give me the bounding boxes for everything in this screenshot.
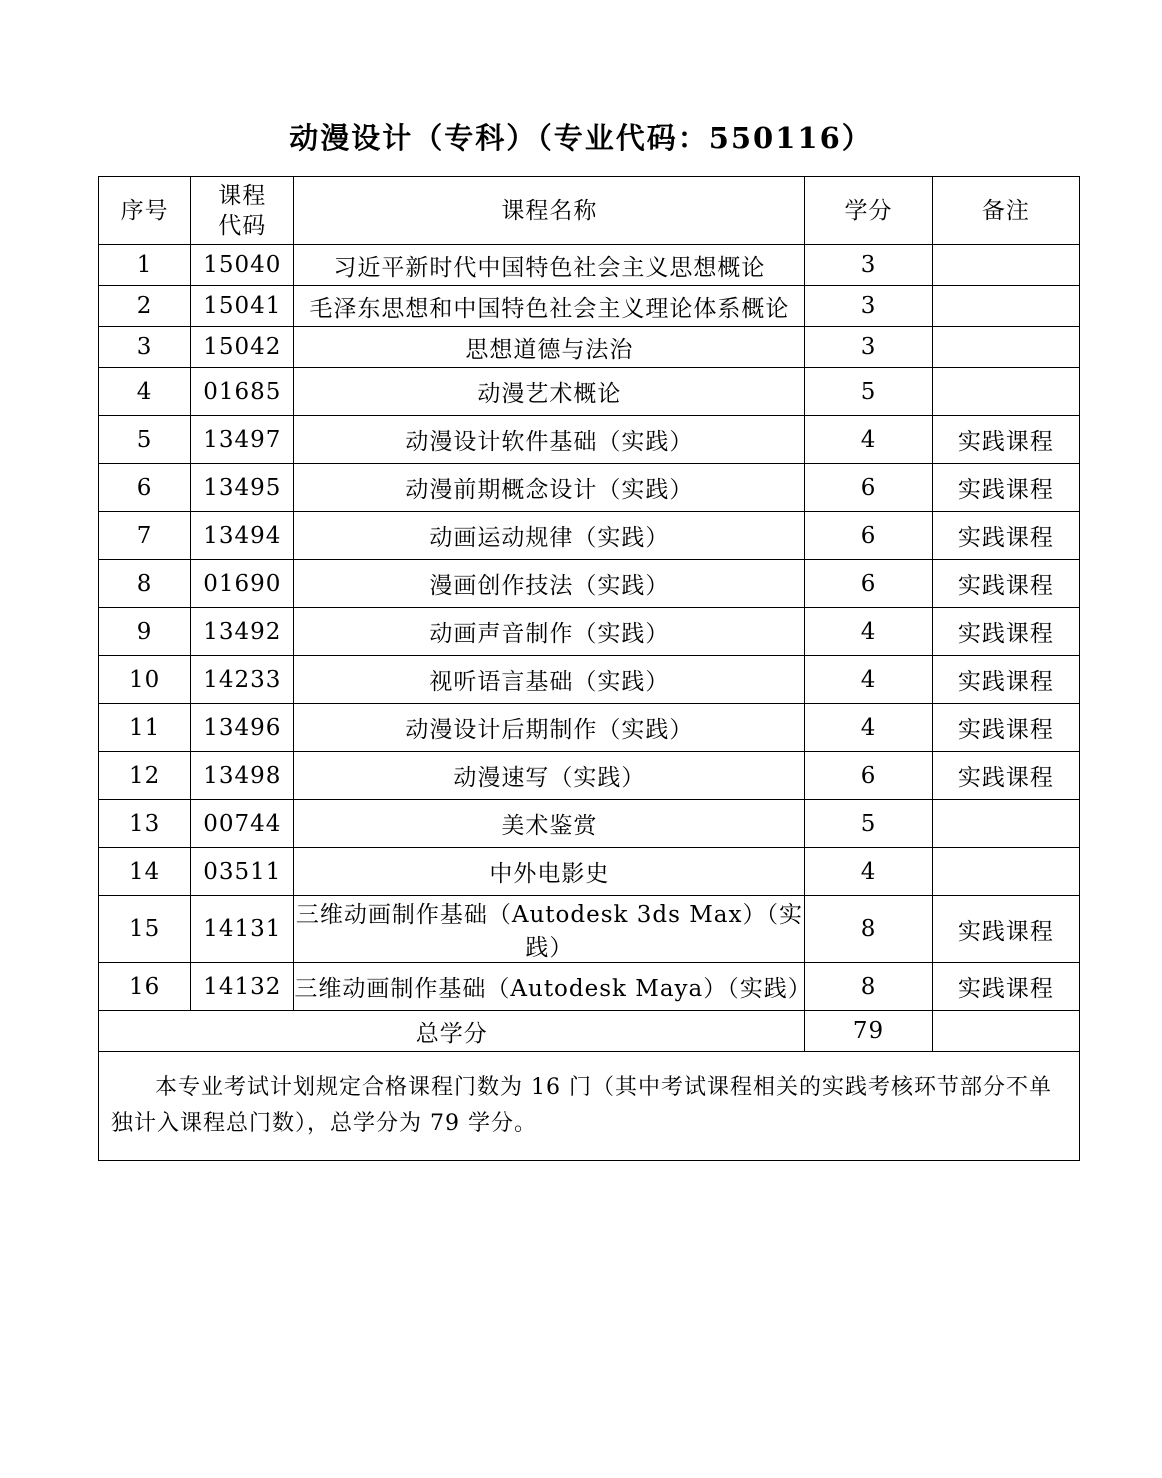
cell-credit: 8 xyxy=(805,963,932,1011)
cell-course-name: 动画运动规律（实践） xyxy=(294,512,805,560)
cell-code: 03511 xyxy=(191,848,294,896)
table-row xyxy=(99,512,1080,560)
table-row xyxy=(99,800,1080,848)
cell-seq: 13 xyxy=(99,800,191,848)
footnote-row xyxy=(99,1052,1080,1161)
total-row xyxy=(99,1011,1080,1052)
cell-course-name: 动画声音制作（实践） xyxy=(294,608,805,656)
cell-credit: 4 xyxy=(805,848,932,896)
table-row xyxy=(99,368,1080,416)
header-credit: 学分 xyxy=(805,177,932,245)
cell-seq: 2 xyxy=(99,286,191,327)
cell-note: 实践课程 xyxy=(932,608,1079,656)
footnote-cell xyxy=(99,1052,1080,1161)
cell-course-name: 毛泽东思想和中国特色社会主义理论体系概论 xyxy=(294,286,805,327)
table-header-row xyxy=(99,177,1080,245)
cell-code: 14233 xyxy=(191,656,294,704)
cell-course-name: 中外电影史 xyxy=(294,848,805,896)
cell-seq: 6 xyxy=(99,464,191,512)
cell-seq: 12 xyxy=(99,752,191,800)
cell-credit: 4 xyxy=(805,608,932,656)
table-row xyxy=(99,752,1080,800)
cell-seq: 11 xyxy=(99,704,191,752)
cell-course-name: 动漫速写（实践） xyxy=(294,752,805,800)
cell-note: 实践课程 xyxy=(932,560,1079,608)
cell-code: 01685 xyxy=(191,368,294,416)
cell-course-name: 动漫前期概念设计（实践） xyxy=(294,464,805,512)
cell-credit: 5 xyxy=(805,800,932,848)
cell-seq: 3 xyxy=(99,327,191,368)
cell-credit: 6 xyxy=(805,464,932,512)
cell-credit: 6 xyxy=(805,512,932,560)
cell-code: 13498 xyxy=(191,752,294,800)
cell-code: 13495 xyxy=(191,464,294,512)
cell-seq: 15 xyxy=(99,896,191,963)
cell-note: 实践课程 xyxy=(932,656,1079,704)
cell-course-name: 美术鉴赏 xyxy=(294,800,805,848)
cell-seq: 4 xyxy=(99,368,191,416)
cell-code: 00744 xyxy=(191,800,294,848)
cell-note: 实践课程 xyxy=(932,512,1079,560)
table-row xyxy=(99,848,1080,896)
header-code-label: 课程代码 xyxy=(218,182,267,239)
table-row xyxy=(99,656,1080,704)
cell-note: 实践课程 xyxy=(932,704,1079,752)
total-credit: 79 xyxy=(805,1011,932,1052)
cell-seq: 7 xyxy=(99,512,191,560)
cell-note xyxy=(932,245,1079,286)
table-row xyxy=(99,896,1080,963)
table-row xyxy=(99,245,1080,286)
cell-seq: 14 xyxy=(99,848,191,896)
table-row xyxy=(99,608,1080,656)
cell-course-name: 动漫设计软件基础（实践） xyxy=(294,416,805,464)
cell-code: 14131 xyxy=(191,896,294,963)
header-code xyxy=(191,177,294,245)
cell-code: 13494 xyxy=(191,512,294,560)
cell-credit: 6 xyxy=(805,752,932,800)
cell-course-name: 三维动画制作基础（Autodesk 3ds Max）（实践） xyxy=(294,896,805,963)
total-note xyxy=(932,1011,1079,1052)
cell-note xyxy=(932,800,1079,848)
table-row xyxy=(99,327,1080,368)
cell-code: 13497 xyxy=(191,416,294,464)
header-note: 备注 xyxy=(932,177,1079,245)
footnote-text: 本专业考试计划规定合格课程门数为 16 门（其中考试课程相关的实践考核环节部分不单独计入课程总门数），总学分为 79 学分。 xyxy=(111,1075,1052,1136)
cell-credit: 4 xyxy=(805,704,932,752)
cell-note xyxy=(932,286,1079,327)
cell-note: 实践课程 xyxy=(932,752,1079,800)
cell-code: 15042 xyxy=(191,327,294,368)
cell-course-name: 三维动画制作基础（Autodesk Maya）（实践） xyxy=(294,963,805,1011)
cell-seq: 1 xyxy=(99,245,191,286)
cell-credit: 4 xyxy=(805,416,932,464)
course-rows xyxy=(99,245,1080,1011)
cell-course-name: 习近平新时代中国特色社会主义思想概论 xyxy=(294,245,805,286)
cell-code: 13496 xyxy=(191,704,294,752)
cell-course-name: 思想道德与法治 xyxy=(294,327,805,368)
cell-seq: 9 xyxy=(99,608,191,656)
cell-note: 实践课程 xyxy=(932,464,1079,512)
course-plan-table xyxy=(98,176,1080,1161)
cell-credit: 3 xyxy=(805,286,932,327)
table-row xyxy=(99,286,1080,327)
total-label: 总学分 xyxy=(99,1011,805,1052)
cell-seq: 16 xyxy=(99,963,191,1011)
cell-note xyxy=(932,368,1079,416)
cell-seq: 5 xyxy=(99,416,191,464)
cell-credit: 3 xyxy=(805,327,932,368)
header-seq: 序号 xyxy=(99,177,191,245)
cell-credit: 3 xyxy=(805,245,932,286)
cell-note xyxy=(932,327,1079,368)
table-row xyxy=(99,704,1080,752)
table-row xyxy=(99,963,1080,1011)
cell-code: 15041 xyxy=(191,286,294,327)
cell-code: 15040 xyxy=(191,245,294,286)
cell-course-name: 视听语言基础（实践） xyxy=(294,656,805,704)
cell-code: 14132 xyxy=(191,963,294,1011)
cell-credit: 4 xyxy=(805,656,932,704)
cell-note: 实践课程 xyxy=(932,416,1079,464)
cell-course-name: 动漫艺术概论 xyxy=(294,368,805,416)
cell-seq: 8 xyxy=(99,560,191,608)
cell-course-name: 动漫设计后期制作（实践） xyxy=(294,704,805,752)
cell-note: 实践课程 xyxy=(932,963,1079,1011)
table-row xyxy=(99,560,1080,608)
cell-course-name: 漫画创作技法（实践） xyxy=(294,560,805,608)
cell-code: 01690 xyxy=(191,560,294,608)
cell-seq: 10 xyxy=(99,656,191,704)
cell-credit: 6 xyxy=(805,560,932,608)
cell-credit: 8 xyxy=(805,896,932,963)
cell-note: 实践课程 xyxy=(932,896,1079,963)
header-name: 课程名称 xyxy=(294,177,805,245)
cell-note xyxy=(932,848,1079,896)
cell-credit: 5 xyxy=(805,368,932,416)
page-title: 动漫设计（专科）（专业代码：550116） xyxy=(289,121,873,155)
cell-code: 13492 xyxy=(191,608,294,656)
table-row xyxy=(99,416,1080,464)
table-row xyxy=(99,464,1080,512)
